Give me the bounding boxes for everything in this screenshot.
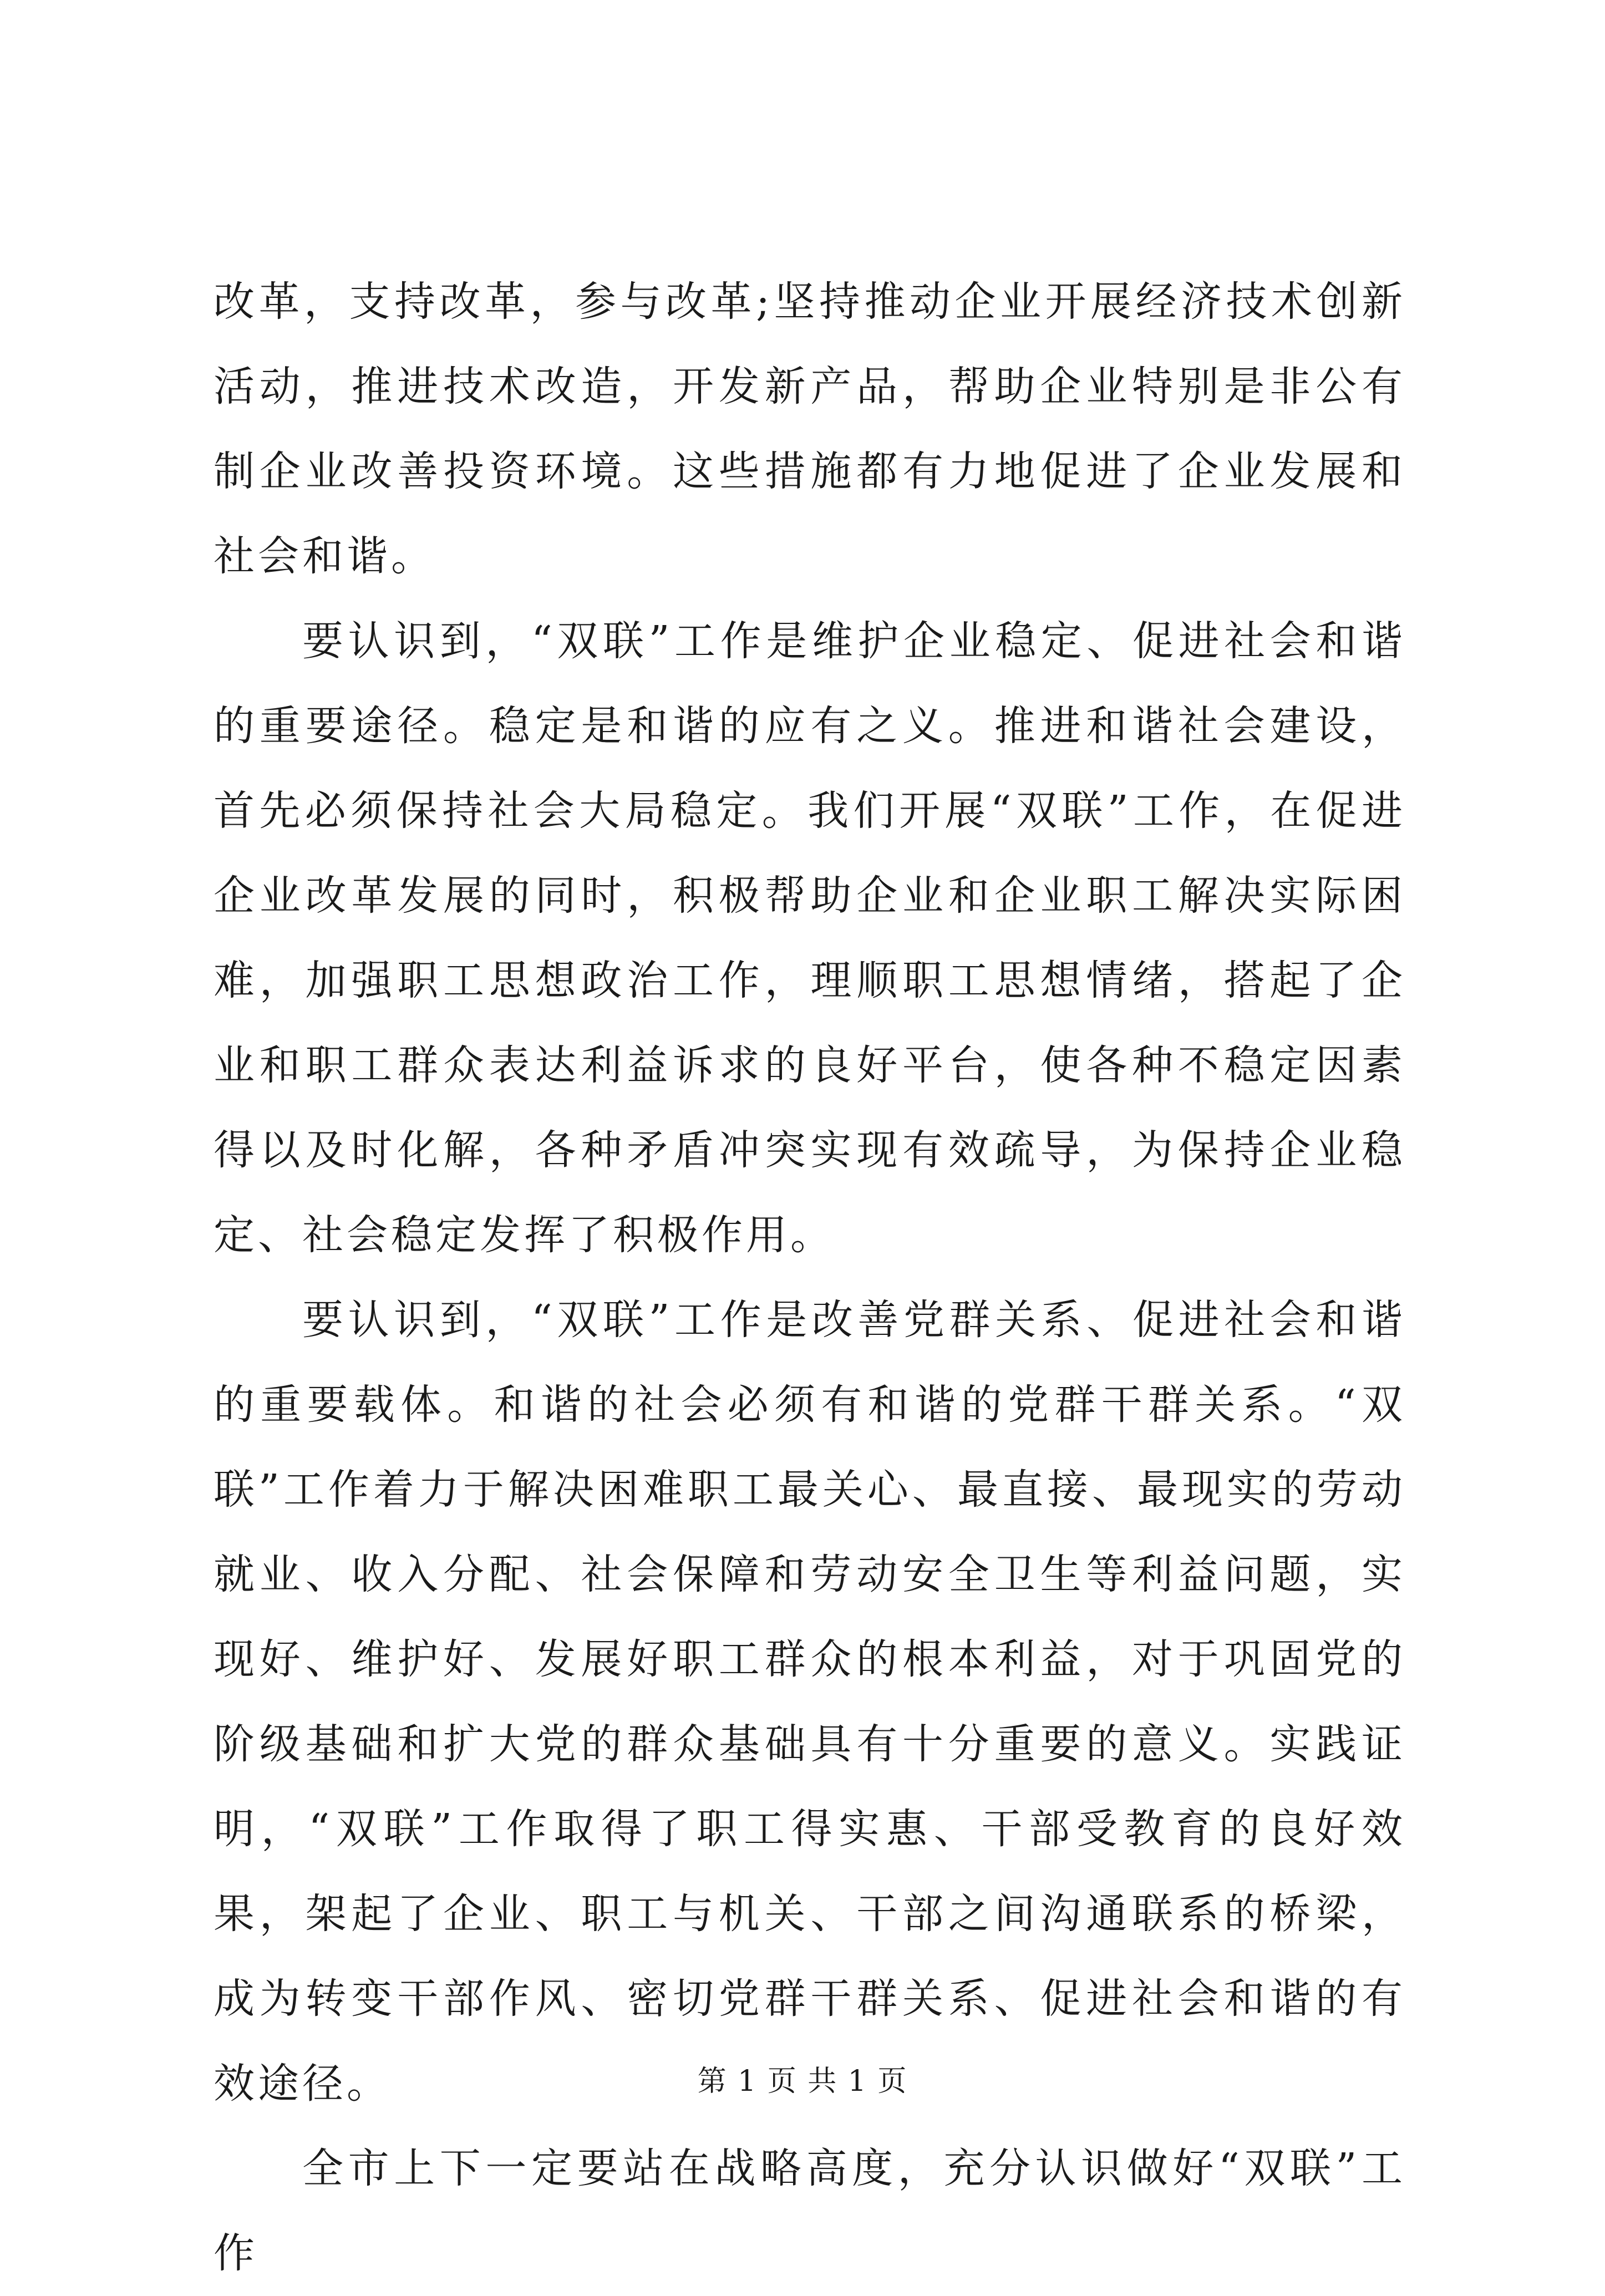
page-footer: 第 1 页 共 1 页 <box>697 2065 908 2098</box>
document-body <box>214 260 1406 2296</box>
paragraph-3: 要认识到，“双联”工作是改善党群关系、促进社会和谐的重要载体。和谐的社会必须有和谐的党群干群关系。“双联”工作着力于解决困难职工最关心、最直接、最现实的劳动就业、收入分配、社会保障和劳动安全卫生等利益问题，实现好、维护好、发展好职工群众的根本利益，对于巩固党的阶级基础和扩大党的群众基础具有十分重要的意义。实践证明，“双联”工作取得了职工得实惠、干部受教育的良好效果，架起了企业、职工与机关、干部之间沟通联系的桥梁，成为转变干部作风、密切党群干群关系、促进社会和谐的有效途径。 <box>214 1296 1406 2107</box>
paragraph-4: 全市上下一定要站在战略高度，充分认识做好“双联”工作 <box>214 2145 1406 2277</box>
paragraph-1: 改革，支持改革，参与改革;坚持推动企业开展经济技术创新活动，推进技术改造，开发新产品，帮助企业特别是非公有制企业改善投资环境。这些措施都有力地促进了企业发展和社会和谐。 <box>214 278 1406 580</box>
paragraph-2: 要认识到，“双联”工作是维护企业稳定、促进社会和谐的重要途径。稳定是和谐的应有之义。推进和谐社会建设，首先必须保持社会大局稳定。我们开展“双联”工作，在促进企业改革发展的同时，积极帮助企业和企业职工解决实际困难，加强职工思想政治工作，理顺职工思想情绪，搭起了企业和职工群众表达利益诉求的良好平台，使各种不稳定因素得以及时化解，各种矛盾冲突实现有效疏导，为保持企业稳定、社会稳定发挥了积极作用。 <box>214 617 1406 1259</box>
